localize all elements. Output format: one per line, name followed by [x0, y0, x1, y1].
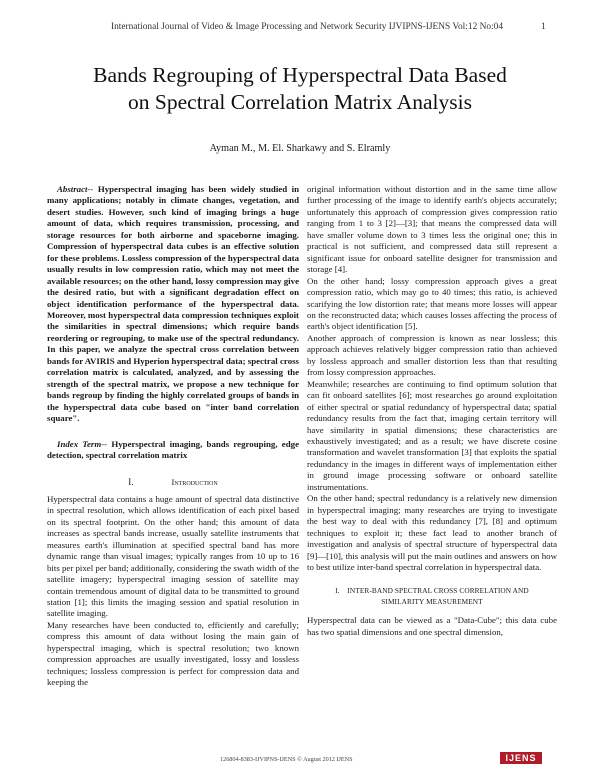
paragraph: On the other hand; lossy compression approach gives a great compression ratio, which may go to 40 times; this ratio, is achieved scarifying the low distortion rate; that means more losses will appear on the reconstructed data; which causes losses affecting the process of earth's object identification [5].: [307, 275, 557, 332]
section-number: I.: [128, 477, 134, 488]
section-title: Introduction: [171, 477, 218, 488]
paragraph: Hyperspectral data can be viewed as a "Data-Cube"; this data cube has two spatial dimensions and one spectral dimension,: [307, 615, 557, 637]
right-column: [307, 184, 557, 638]
paragraph: On the other hand; spectral redundancy is a relatively new dimension in hyperspectral imaging; many researches are trying to investigate the best way to deal with this redundancy [7], [8] and optimum techniques to exploit it; these fact lead to another branch of investigation and analysis of spectral structure of hyperspectral data [9]—[10], this analysis will put the main outlines and answers on how to best utilize inter-band spectral correlation in hyperspectral data.: [307, 493, 557, 572]
paragraph: original information without distortion and in the same time allow further processing of the image to identify earth's objects accurately; unfortunately this approach of compression gives compression ratio ranging from 1 to 3 [2]—[3]; that means the compressed data will have smaller volume down to 3 times less the original one; this in practical is not sufficient, and compressed data still represent a significant issue for onboard satellite designer for transmission and storage [4].: [307, 184, 557, 275]
section-heading-inter-band: [307, 585, 557, 607]
running-header: International Journal of Video & Image Processing and Network Security IJVIPNS-IJENS Vol:12 No:04: [110, 22, 504, 32]
paper-title: [40, 62, 560, 116]
page-number: 1: [541, 22, 546, 32]
index-terms: [47, 439, 299, 462]
paragraph: Many researches have been conducted to, efficiently and carefully; compress this amount of data without losing the main gain of hyperspectral imaging, which is spectral resolution; two known compression approaches are usually investigated, lossy and lossless techniques; lossless compression is perfect for compression data and keeping the: [47, 619, 299, 688]
index-terms-label: Index Term--: [57, 438, 108, 449]
paragraph: Meanwhile; researches are continuing to find optimum solution that can fit onboard satellites [6]; most researches go around exploitation of either spectral or spatial redundancy of hyperspectral data; spatial redundancy results from the fact that, imaging certain territory will have similarity in spatial dimensions; these characteristics are exhaustively investigated; and as a result; we have discrete cosine transformation and wavelet transformation [3] that exploits the spatial redundancy in the images in different ways of implementation either in ground image processing software or onboard satellite instrumentations.: [307, 378, 557, 492]
section-title-line-2: SIMILARITY MEASUREMENT: [381, 597, 483, 607]
paragraph: Hyperspectral data contains a huge amount of spectral data distinctive in spectral resolution, which allows identification of each pixel based on its spectral footprint. On the other hand; this amount of data increases as spectral bands increase, usually satellite instruments that measures earth's illumination at specified spectral band has more dynamic range than visual images; typically ranges from 10 up to 16 bits per pixel per band; additionally, considering the swath width of the satellite imagery; hyperspectral imaging session of satellite may contain tremendous amount of digital data to be transmitted to ground station [1]; this limits the imaging session and spatial resolution in satellite imaging.: [47, 493, 299, 619]
index-terms-text: Hyperspectral imaging, bands regrouping, edge detection, spectral correlation matrix: [47, 438, 299, 460]
journal-logo: IJENS: [500, 752, 542, 764]
authors: Ayman M., M. El. Sharkawy and S. Elramly: [209, 143, 391, 154]
left-column: [47, 184, 299, 689]
section-title-line-1: INTER-BAND SPECTRAL CROSS CORRELATION AND: [347, 586, 529, 596]
paragraph: Another approach of compression is known as near lossless; this approach achieves relatively bigger compression ratio than achieved by lossless approach and smaller distortion less than that resulting from lossy compression approaches.: [307, 332, 557, 378]
abstract: [47, 184, 299, 425]
section-heading-introduction: [47, 477, 299, 488]
title-line-1: Bands Regrouping of Hyperspectral Data Based: [93, 63, 507, 87]
copyright-footer: 126804-8383-IJVIPNS-IJENS © August 2012 IJENS: [220, 756, 353, 763]
abstract-text: Hyperspectral imaging has been widely studied in many applications; notably in climate changes, vegetation, and desert studies. However, such kind of imaging brings a huge amount of data, which requires transmission, processing, and storage resources for both airborne and spaceborne imaging. Compression of hyperspectral data cubes is an effective solution for these problems. Lossless compression of the hyperspectral data usually results in low compression ratio, which may not meet the available resources; on the other hand, lossy compression may give the desired ratio, but with a significant degradation effect on object identification performance of the hyperspectral data. Moreover, most hyperspectral data compression techniques exploit the similarities in spectral dimensions; which require bands reordering or regrouping, to make use of the spectral redundancy. In this paper, we analyze the spectral cross correlation between bands for AVIRIS and Hyperion hyperspectral data; spectral cross correlation matrix is calculated, analyzed, and by assessing the strength of the spectral matrix, we propose a new technique for bands regroup by finding the highly correlated groups of bands in the hyperspectral data cube based on "inter band correlation square".: [47, 184, 299, 424]
section-number: I.: [335, 586, 340, 596]
title-line-2: on Spectral Correlation Matrix Analysis: [128, 90, 472, 114]
abstract-label: Abstract--: [57, 184, 94, 194]
